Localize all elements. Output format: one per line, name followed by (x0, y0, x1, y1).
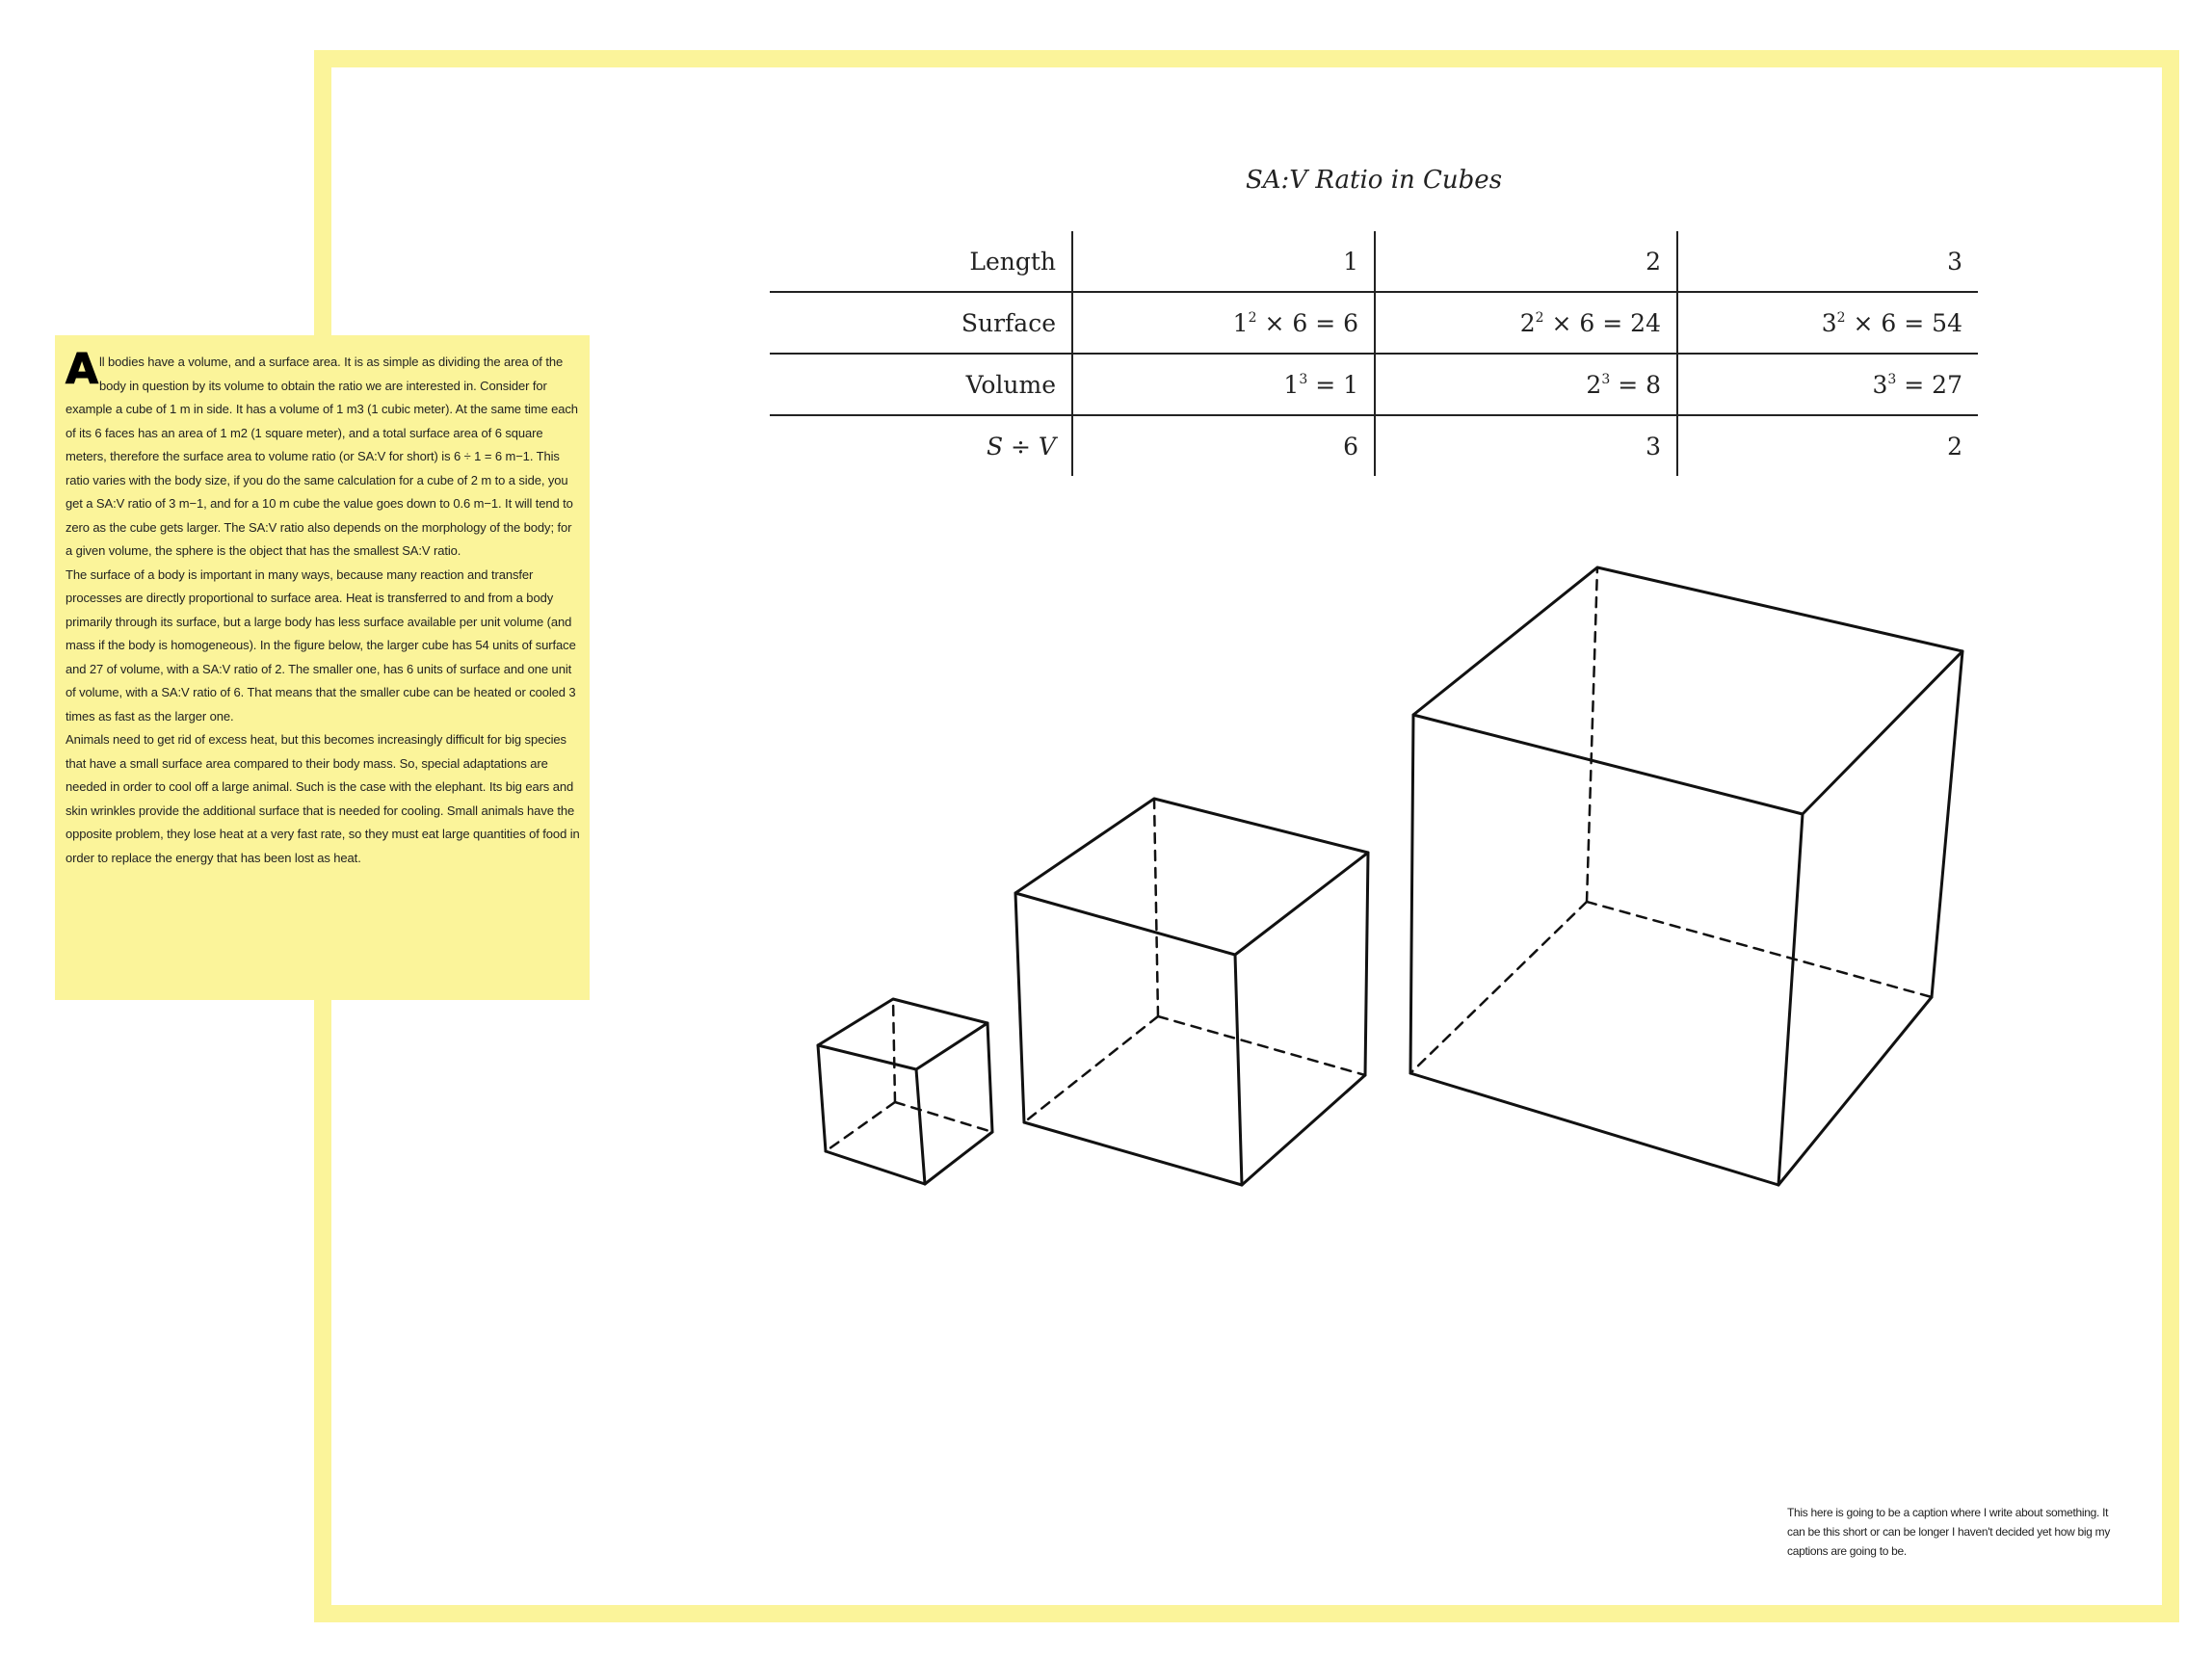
cell-surface-2: $2^2 \times 6 = 24$ (1375, 292, 1677, 354)
row-label-length: Length (969, 247, 1056, 276)
cell-volume-1: $1^3 = 1$ (1072, 354, 1375, 415)
cell-length-3: 3 (1677, 231, 1978, 292)
cell-ratio-3: 2 (1677, 415, 1978, 476)
sidebar-paragraph-1-text: ll bodies have a volume, and a surface area. It is as simple as dividing the area of the body in question by its volume to obtain the ratio we are interested in. Consider for example a cube of 1 m in side. It has a volume of 1 m3 (1 cubic meter). At the same time each of its 6 faces has an area of 1 m2 (1 square meter), and a total surface area of 6 square meters, therefore the surface area to volume ratio (or SA:V for short) is 6 ÷ 1 = 6 m−1. This ratio varies with the body size, if you do the same calculation for a cube of 2 m to a side, you get a SA:V ratio of 3 m−1, and for a 10 m cube the value goes down to 0.6 m−1. It will tend to zero as the cube gets larger. The SA:V ratio also depends on the morphology of the body; for a given volume, the sphere is the object that has the smallest SA:V ratio. (66, 355, 578, 558)
cell-surface-1: $1^2 \times 6 = 6$ (1072, 292, 1375, 354)
sidebar-paragraph-3: Animals need to get rid of excess heat, but this becomes increasingly difficult for big species that have a small surface area compared to their body mass. So, special adaptations are needed in order to cool off a large animal. Such is the case with the elephant. Its big ears and skin wrinkles provide the additional surface that is needed for cooling. Small animals have the opposite problem, they lose heat at a very fast rate, so they must eat large quantities of food in order to replace the energy that has been lost as heat. (66, 732, 580, 865)
row-label-surface: Surface (770, 292, 1072, 354)
cube-small (818, 999, 992, 1184)
row-label-volume: Volume (770, 354, 1072, 415)
cell-length-1: 1 (1072, 231, 1375, 292)
cube-large (1410, 567, 1962, 1185)
sidebar-paragraph-2: The surface of a body is important in many ways, because many reaction and transfer processes are directly proportional to surface area. Heat is transferred to and from a body primarily through its surface, but a large body has less surface available per unit volume (and mass if the body is homogeneous). In the figure below, the larger cube has 54 units of surface and 27 of volume, with a SA:V ratio of 2. The smaller one, has 6 units of surface and one unit of volume, with a SA:V ratio of 6. That means that the smaller cube can be heated or cooled 3 times as fast as the larger one. (66, 566, 576, 724)
cell-ratio-1: 6 (1072, 415, 1375, 476)
cell-volume-2: $2^3 = 8$ (1375, 354, 1677, 415)
cell-length-2: 2 (1375, 231, 1677, 292)
drop-cap: A (66, 345, 98, 394)
table-title: SA:V Ratio in Cubes (1245, 166, 1503, 195)
cell-surface-3: $3^2 \times 6 = 54$ (1677, 292, 1978, 354)
cell-volume-3: $3^3 = 27$ (1677, 354, 1978, 415)
cell-ratio-2: 3 (1375, 415, 1677, 476)
cube-medium (1015, 799, 1368, 1185)
row-label-ratio: S ÷ V (770, 415, 1072, 476)
figure-caption: This here is going to be a caption where I write about something. It can be this short or can be longer I haven't decided yet how big my captions are going to be. (1787, 1506, 2111, 1558)
